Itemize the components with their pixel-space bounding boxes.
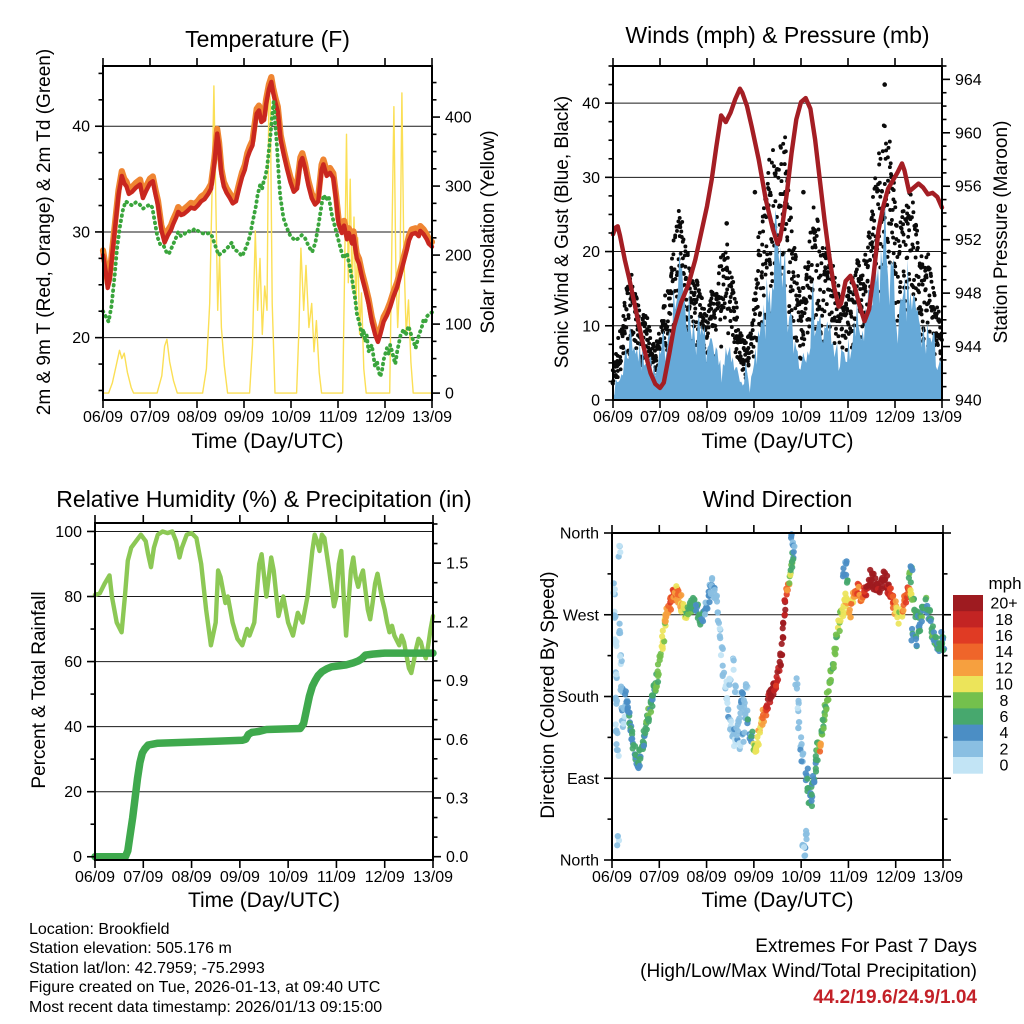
x-tick-label: 06/09 <box>74 869 116 886</box>
colorbar-unit-label: mph <box>988 574 1022 593</box>
x-tick-label: 08/09 <box>686 869 727 886</box>
x-axis-title-temperature: Time (Day/UTC) <box>191 430 344 453</box>
colorbar-bin-label: 20+ <box>990 595 1018 613</box>
colorbar-bin-label: 12 <box>995 660 1013 678</box>
y-tick-label: 0.0 <box>446 849 469 867</box>
y-tick-label: 1.2 <box>446 614 469 632</box>
y-tick-label: 40 <box>582 95 600 113</box>
station-location: Location: Brookfield <box>29 921 170 938</box>
station-elevation: Station elevation: 505.176 m <box>29 940 232 958</box>
x-axis-title-humidity: Time (Day/UTC) <box>187 889 341 912</box>
x-tick-label: 11/09 <box>318 409 358 426</box>
panel-winds_pressure <box>582 58 982 426</box>
colorbar-bin-label: 0 <box>999 757 1009 775</box>
y-tick-label: 100 <box>55 523 82 541</box>
colorbar-swatch <box>953 692 983 709</box>
x-tick-label: 07/09 <box>129 409 171 426</box>
y-left-title-temperature: 2m & 9m T (Red, Orange) & 2m Td (Green) <box>34 48 55 416</box>
series-direction <box>610 531 947 859</box>
y-tick-label: 1.5 <box>446 555 469 573</box>
x-tick-label: 12/09 <box>875 869 916 886</box>
extremes-subtitle: (High/Low/Max Wind/Total Precipitation) <box>640 961 977 983</box>
x-tick-label: 10/09 <box>270 409 312 426</box>
x-tick-label: 12/09 <box>874 409 916 426</box>
y-tick-label: 0 <box>73 849 82 867</box>
y-tick-label: 0.6 <box>446 731 469 749</box>
y-tick-label: 0 <box>591 392 600 410</box>
x-tick-label: 07/09 <box>123 869 164 886</box>
panel-title-winds-pressure: Winds (mph) & Pressure (mb) <box>625 22 930 48</box>
y-tick-label: 20 <box>72 330 90 348</box>
y-left-title-winds: Sonic Wind & Gust (Blue, Black) <box>552 95 573 369</box>
y-tick-label: North <box>559 525 599 543</box>
x-tick-label: 12/09 <box>364 409 406 426</box>
colorbar-swatch <box>953 725 983 742</box>
x-tick-label: 13/09 <box>411 409 453 426</box>
colorbar-swatch <box>953 595 983 612</box>
x-tick-label: 13/09 <box>412 869 454 886</box>
x-tick-label: 07/09 <box>639 869 680 886</box>
x-tick-label: 09/09 <box>223 409 265 426</box>
x-tick-label: 13/09 <box>921 409 963 426</box>
figure-created: Figure created on Tue, 2026-01-13, at 09:40 UTC <box>29 979 381 997</box>
y-tick-label: West <box>562 607 599 625</box>
y-tick-label: 20 <box>582 244 600 262</box>
colorbar-swatch <box>953 644 983 661</box>
x-tick-label: 10/09 <box>268 869 309 886</box>
series-gust_outliers <box>724 82 887 225</box>
series-solar <box>103 86 432 393</box>
extremes-values: 44.2/19.6/24.9/1.04 <box>813 986 977 1008</box>
y-tick-label: 100 <box>445 316 472 334</box>
panel-title-humidity-precip: Relative Humidity (%) & Precipitation (in) <box>56 486 472 512</box>
panel-wind_direction <box>557 525 963 886</box>
y-tick-label: 20 <box>64 784 82 802</box>
colorbar-swatch <box>953 676 983 693</box>
colorbar-bin-label: 2 <box>999 741 1009 759</box>
y-tick-label: 30 <box>582 169 600 187</box>
colorbar-bin-label: 10 <box>995 676 1013 694</box>
x-tick-label: 08/09 <box>171 869 212 886</box>
station-latlon: Station lat/lon: 42.7959; -75.2993 <box>29 959 265 977</box>
panel-title-wind-direction: Wind Direction <box>702 486 853 512</box>
colorbar-swatch <box>953 741 983 758</box>
x-tick-label: 10/09 <box>780 409 822 426</box>
colorbar-swatch <box>953 708 983 725</box>
x-tick-label: 09/09 <box>733 869 774 886</box>
panel-title-temperature: Temperature (F) <box>185 26 350 52</box>
panel-temperature <box>72 58 472 426</box>
y-tick-label: 30 <box>72 224 90 242</box>
colorbar-bin-label: 4 <box>999 725 1009 743</box>
y-tick-label: 952 <box>955 232 982 250</box>
y-right-title-pressure: Station Pressure (Maroon) <box>991 120 1012 344</box>
y-tick-label: 0 <box>445 385 454 403</box>
y-left-title-direction: Direction (Colored By Speed) <box>538 571 559 819</box>
x-tick-label: 06/09 <box>82 409 124 426</box>
x-tick-label: 11/09 <box>828 869 868 886</box>
colorbar-swatch <box>953 757 983 774</box>
station-info-block <box>29 920 382 1017</box>
y-tick-label: 60 <box>64 654 82 672</box>
colorbar-bin-label: 18 <box>995 611 1013 629</box>
extremes-block <box>580 934 977 1010</box>
y-tick-label: 960 <box>955 125 982 143</box>
y-tick-label: South <box>557 689 599 706</box>
x-tick-label: 09/09 <box>733 409 775 426</box>
x-tick-label: 13/09 <box>922 869 964 886</box>
x-tick-label: 08/09 <box>686 409 728 426</box>
x-tick-label: 08/09 <box>176 409 218 426</box>
colorbar-swatch <box>953 611 983 628</box>
extremes-title: Extremes For Past 7 Days <box>755 936 977 957</box>
data-timestamp: Most recent data timestamp: 2026/01/13 09:15:00 <box>29 998 383 1016</box>
y-tick-label: 40 <box>72 118 90 136</box>
y-tick-label: 948 <box>955 285 982 303</box>
y-tick-label: North <box>559 852 599 870</box>
y-tick-label: 956 <box>955 178 982 196</box>
x-tick-label: 07/09 <box>639 409 681 426</box>
colorbar-swatch <box>953 660 983 677</box>
y-left-title-humidity: Percent & Total Rainfall <box>29 591 50 789</box>
y-tick-label: 944 <box>955 339 982 357</box>
y-tick-label: East <box>566 770 599 788</box>
colorbar-bin-label: 6 <box>999 709 1009 726</box>
y-tick-label: 40 <box>64 719 82 737</box>
y-tick-label: 940 <box>955 392 982 410</box>
tick-labels-humidity_precip <box>55 524 468 886</box>
colorbar-bin-label: 16 <box>995 628 1013 645</box>
y-tick-label: 80 <box>64 589 82 607</box>
x-tick-label: 06/09 <box>592 409 634 426</box>
y-tick-label: 10 <box>582 318 600 336</box>
speed-colorbar <box>953 574 1022 775</box>
colorbar-bin-label: 14 <box>995 644 1013 662</box>
x-axis-title-direction: Time (Day/UTC) <box>701 889 854 912</box>
x-tick-label: 10/09 <box>781 869 822 886</box>
x-tick-label: 09/09 <box>219 869 260 886</box>
x-tick-label: 12/09 <box>364 869 405 886</box>
y-tick-label: 400 <box>445 109 472 127</box>
y-tick-label: 0.3 <box>446 790 469 808</box>
y-tick-label: 964 <box>955 71 982 89</box>
colorbar-bin-label: 8 <box>999 692 1009 710</box>
y-tick-label: 300 <box>445 178 472 196</box>
series-rain_total <box>95 653 433 857</box>
y-right-title-solar: Solar Insolation (Yellow) <box>478 130 499 334</box>
x-axis-title-winds: Time (Day/UTC) <box>701 430 854 453</box>
x-tick-label: 11/09 <box>316 869 356 886</box>
x-tick-label: 11/09 <box>828 409 868 426</box>
colorbar-swatch <box>953 627 983 644</box>
y-tick-label: 0.9 <box>446 673 469 691</box>
y-tick-label: 200 <box>445 247 472 265</box>
series-sonic_wind <box>613 199 942 400</box>
x-tick-label: 06/09 <box>591 869 633 886</box>
panel-humidity_precip <box>55 515 468 886</box>
